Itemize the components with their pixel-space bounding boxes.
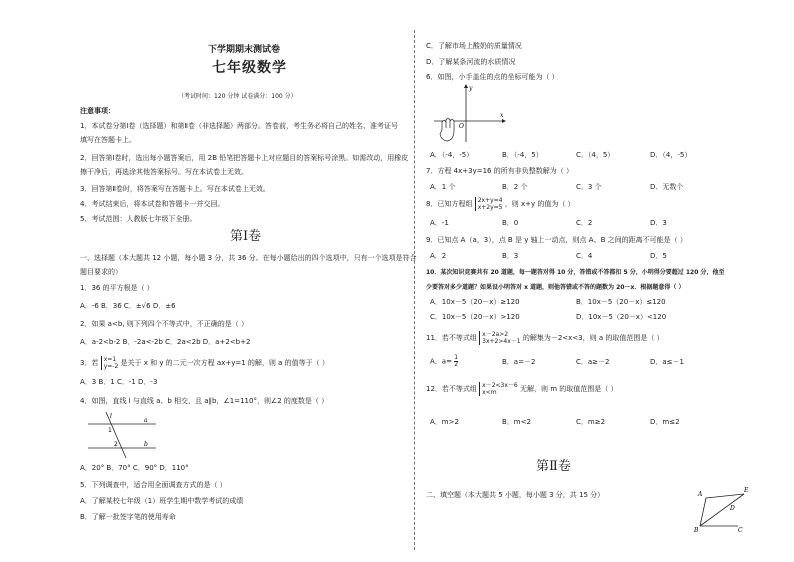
q8-option-b: B．0 [502,219,519,227]
q12-ineq1: x－2<3x－6 [482,382,518,389]
note-2: 2．回答第Ⅰ卷时，选出每小题答案后，用 2B 铅笔把答题卡上对应题目的答案标号涂黑。如需改动，用橡皮 [80,154,409,162]
q3-eq2: y=-2 [103,363,119,370]
q3-options: A．3 B．1 C．-1 D．-3 [80,378,158,386]
fraction-denominator: 2 [454,361,459,368]
q7-option-a: A．1 个 [430,183,456,191]
point-c-label: C [738,527,743,534]
q12-option-d: D．m≤2 [650,418,680,426]
q8-system [475,197,503,211]
x-axis-label: x [500,112,504,119]
origin-label: O [459,123,464,130]
q9-option-c: C．4 [576,252,593,260]
q3-eq1: x=1 [103,356,117,363]
point-d-label: D [730,505,735,512]
angle-1-label: 1 [108,427,112,434]
q10-stem: 10．某次知识竞赛共有 20 道题，每一题答对得 10 分，答错或不答都扣 5 分，小明得分要超过 120 分，他至 [426,269,725,276]
q3-suffix: 是关于 x 和 y 的二元一次方程 ax+y=1 的解，则 a 的值等于（ ） [120,359,329,367]
q11-ineq2: 3x+2>4x－1 [482,338,521,345]
q7-stem: 7．方程 4x+3y=16 的所有非负整数解为（ ） [426,167,573,175]
q1-stem: 1．36 的平方根是（ ） [80,284,154,292]
q2-stem: 2．如果 a<b, 则下列四个不等式中，不正确的是（ ） [80,320,248,328]
q12-suffix: 无解，则 m 的取值范围是（ ） [519,385,618,393]
q7-option-b: B．2 个 [502,183,528,191]
q6-option-d: D．（4，-5） [650,151,692,159]
q12-ineq2: x<m [482,389,497,396]
exam-title: 下学期期末测试卷 [208,45,281,55]
q8-stem [426,197,575,211]
q5-stem: 5．下列调查中，适合用全面调查方式的是（ ） [80,481,227,489]
q11-option-c: C．a≥－2 [576,358,610,366]
q4-figure [82,410,162,458]
q7-option-d: D．无数个 [650,183,684,191]
q6-figure [434,84,506,142]
part1-intro-cont: 题目要求的） [80,268,122,276]
part1-title: 第Ⅰ卷 [230,229,262,244]
note-1-cont: 填写在答题卡上。 [80,136,136,144]
q10-option-c: C．10x－5（20－x）>120 [430,313,520,321]
q10-option-d: D．10x－5（20－x）<120 [576,313,667,321]
q5-option-b: B．了解一批签字笔的使用寿命 [80,513,176,521]
exam-meta: （考试时间：120 分钟 试卷满分：100 分） [178,93,297,100]
q12-option-b: B．m<2 [502,418,531,426]
q4-options: A．20° B．70° C．90° D．110° [80,464,189,472]
q10-stem-cont: 少要答对多少道题？如果设小明答对 x 道题，则他答错或不答的题数为 20－x．根据题意得（ ） [426,284,685,291]
angle-2-label: 2 [114,441,118,448]
q8-option-c: C．2 [576,219,593,227]
note-4: 4．考试结束后，将本试卷和答题卡一并交回。 [80,200,225,208]
q5-option-d: D．了解某条河流的水质情况 [426,58,516,66]
q7-option-c: C．3 个 [576,183,602,191]
part2-title: 第Ⅱ卷 [536,459,571,474]
note-3: 3．回答第Ⅱ卷时，将答案写在答题卡上。写在本试卷上无效。 [80,185,270,193]
q12-option-c: C．m≥2 [576,418,606,426]
y-axis-label: y [469,85,473,92]
q3-stem [80,356,329,370]
q5-option-a: A．了解某校七年级（1）班学生期中数学考试的成绩 [80,497,244,505]
part1-intro: 一、选择题（本大题共 12 小题，每小题 3 分，共 36 分。在每小题给出的四个选项中，只有一个选项是符合 [80,254,417,262]
point-b-label: B [694,527,699,534]
q11-option-a [430,355,458,368]
q11-option-d: D．a≤－1 [650,358,684,366]
q11-option-b: B．a=－2 [502,358,536,366]
part2-figure [694,484,750,534]
q8-option-a: A．-1 [430,219,449,227]
q9-option-d: D．5 [650,252,667,260]
q6-stem: 6．如图，小手盖住的点的坐标可能为（ ） [426,73,559,81]
q2-options: A．a-2<b-2 B．-2a<-2b C．2a<2b D．a+2<b+2 [80,338,251,346]
q6-option-a: A．（-4，-5） [430,151,474,159]
exam-subject: 七年级数学 [212,60,287,76]
q11-option-a-label: A．a= [430,357,452,366]
q6-option-c: C．（4，5） [576,151,615,159]
q10-option-a: A．10x－5（20－x）≥120 [430,298,520,306]
point-a-label: A [698,491,703,498]
q11-prefix: 11．若不等式组 [426,334,477,342]
point-e-label: E [744,487,749,494]
q11-option-a-fraction [454,355,458,368]
q12-stem [426,382,617,396]
note-5: 5．考试范围：人教版七年级下全册。 [80,215,197,223]
q9-option-a: A．2 [430,252,447,260]
line-b-label: b [144,441,148,448]
q8-eq1: 2x+y=4 [477,197,503,204]
q12-system [479,382,518,396]
q1-options: A．-6 B．36 C．±√6 D．±6 [80,302,176,310]
q8-option-d: D．3 [650,219,667,227]
q5-option-c: C．了解市场上酸奶的质量情况 [426,42,522,50]
line-a-label: a [144,417,148,424]
q3-prefix: 3．若 [80,359,99,367]
fraction-numerator: 1 [454,354,459,361]
q9-stem: 9．已知点 A（a，3），点 B 是 y 轴上一动点，则点 A、B 之间的距离不可能是（ ） [426,236,687,244]
q8-eq2: x+2y=5 [477,204,503,211]
q3-system [101,356,119,370]
q11-ineq1: x－2a>2 [482,331,509,338]
q11-stem [426,331,664,345]
q10-option-b: B．10x－5（20－x）≤120 [576,298,666,306]
q12-prefix: 12．若不等式组 [426,385,477,393]
q9-option-b: B．3 [502,252,519,260]
part2-intro: 二、填空题（本大题共 5 小题，每小题 3 分，共 15 分） [426,491,605,499]
note-1: 1．本试卷分第Ⅰ卷（选择题）和第Ⅱ卷（非选择题）两部分。答卷前，考生务必将自己的姓名、准考证号 [80,122,398,130]
q12-option-a: A．m>2 [430,418,459,426]
q8-suffix: ，则 x+y 的值为（ ） [504,200,575,208]
note-2-cont: 擦干净后，再选涂其他答案标号。写在本试卷上无效。 [80,168,248,176]
q6-option-b: B．（-4，5） [502,151,543,159]
column-divider [414,30,415,550]
q11-suffix: 的解集为－2<x<3，则 a 的取值范围是（ ） [522,334,664,342]
hand-icon [440,119,454,142]
q8-prefix: 8．已知方程组 [426,200,473,208]
line-l-label: l [110,413,112,420]
q11-system [479,331,520,345]
notes-heading: 注意事项： [80,107,115,115]
q4-stem: 4．如图，直线 l 与直线 a、b 相交，且 a∥b，∠1=110°，则∠2 的度数是（ ） [80,397,329,405]
